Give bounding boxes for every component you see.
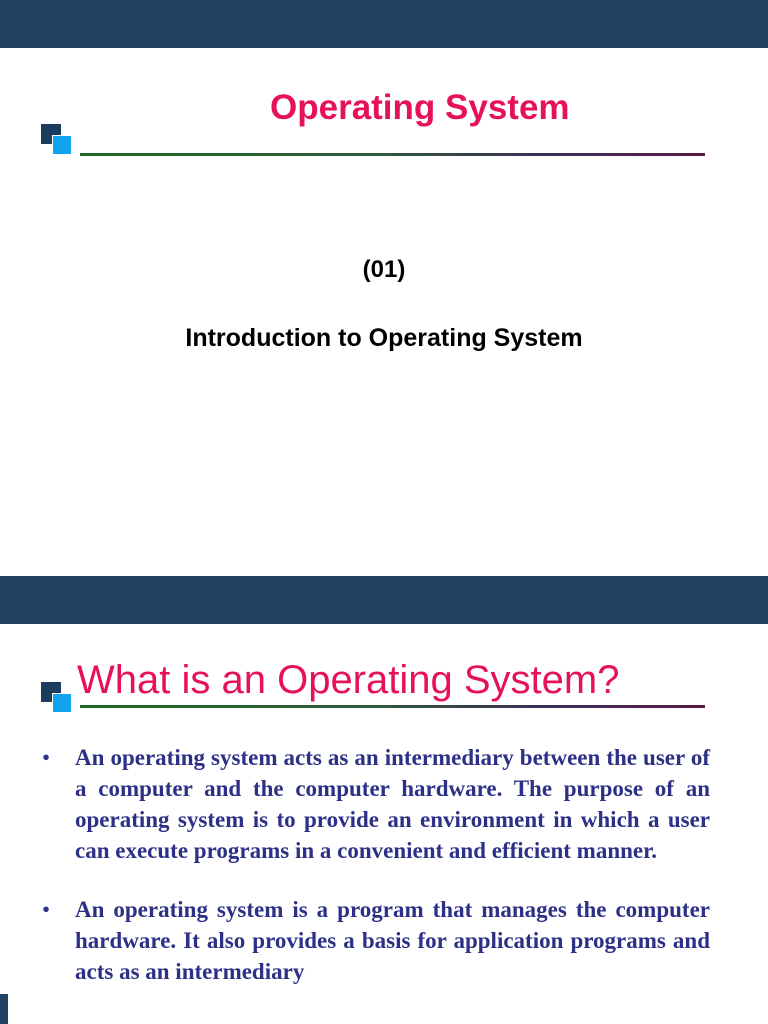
bullet-list	[40, 742, 710, 1015]
slide-gap	[0, 560, 768, 576]
title-underline	[80, 705, 705, 708]
bullet-text: An operating system is a program that manages the computer hardware. It also provides a basis for application programs and acts as an intermediary	[75, 897, 710, 984]
lecture-number: (01)	[362, 256, 406, 283]
stacked-squares-logo-icon	[41, 124, 75, 158]
slide-title: Operating System	[270, 88, 570, 127]
slide-header-bar	[0, 0, 768, 48]
bullet-item	[40, 742, 710, 866]
stacked-squares-logo-icon	[41, 682, 75, 716]
slide-2	[0, 576, 768, 1024]
title-underline	[80, 153, 705, 156]
bullet-text: An operating system acts as an intermediary between the user of a computer and the computer hardware. The purpose of an operating system is to provide an environment in which a user can execute programs in a convenient and efficient manner.	[75, 745, 710, 863]
slide-edge-marker	[0, 994, 8, 1024]
lecture-subtitle: Introduction to Operating System	[185, 324, 583, 352]
bullet-icon: •	[42, 745, 51, 770]
bullet-item	[40, 894, 710, 987]
bullet-icon: •	[42, 897, 51, 922]
slide-header-bar	[0, 576, 768, 624]
slide-title: What is an Operating System?	[77, 658, 620, 702]
